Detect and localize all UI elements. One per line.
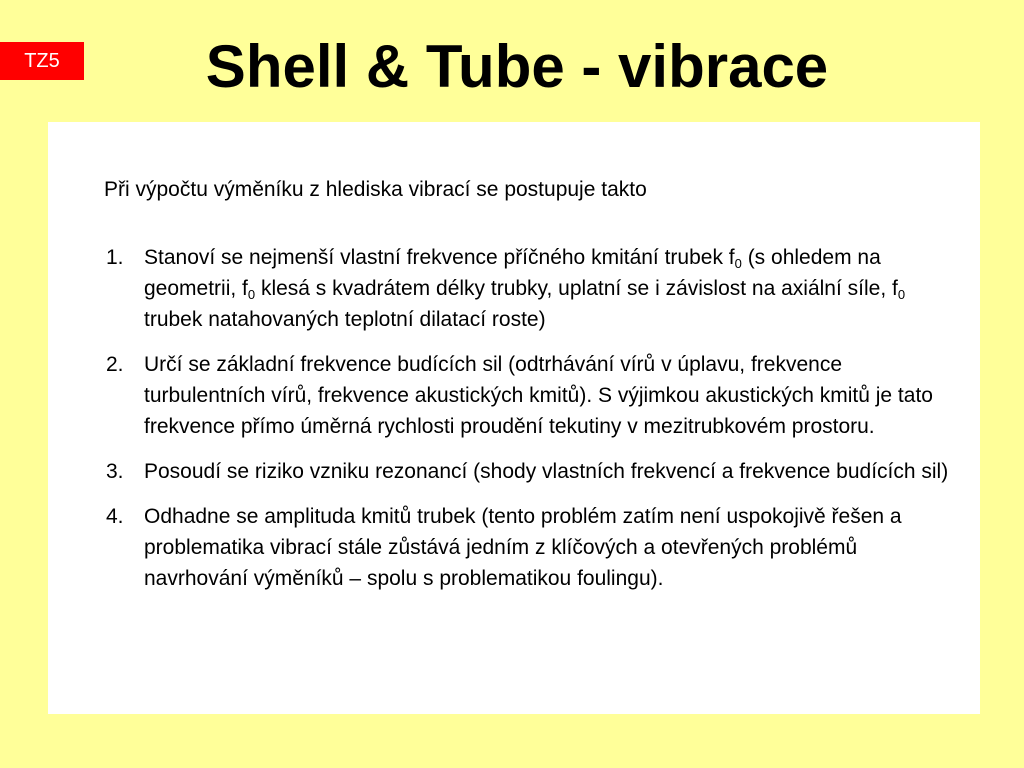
step-text-part: klesá s kvadrátem délky trubky, uplatní se i závislost na axiální síle, f — [255, 277, 898, 300]
step-number: 1. — [106, 246, 124, 269]
step-text: Určí se základní frekvence budících sil (odtrhávání vírů v úplavu, frekvence turbulentních vírů, frekvence akustických kmitů). S výjimkou akustických kmitů je tato frekvence přímo úměrná rychlosti proudění tekutiny v mezitrubkovém prostoru. — [144, 353, 933, 438]
step-item — [106, 349, 956, 442]
slide-id-badge: TZ5 — [0, 42, 84, 80]
slide-title: Shell & Tube - vibrace — [205, 33, 829, 100]
subscript-zero: 0 — [247, 287, 256, 302]
step-number: 3. — [106, 460, 124, 483]
content-panel — [48, 122, 980, 714]
step-text: Posoudí se riziko vzniku rezonancí (shody vlastních frekvencí a frekvence budících sil) — [144, 460, 949, 483]
step-item — [106, 242, 956, 335]
step-number: 4. — [106, 505, 124, 528]
subscript-zero: 0 — [734, 256, 742, 271]
step-text-part: (s ohledem na geometrii, f — [144, 246, 881, 300]
step-item — [106, 456, 956, 487]
intro-text: Při výpočtu výměníku z hlediska vibrací se postupuje takto — [104, 178, 647, 201]
step-text-part: trubek natahovaných teplotní dilatací roste) — [144, 308, 546, 331]
steps-list — [106, 242, 956, 608]
step-number: 2. — [106, 353, 124, 376]
subscript-zero: 0 — [897, 287, 906, 302]
step-text: Odhadne se amplituda kmitů trubek (tento problém zatím není uspokojivě řešen a problematika vibrací stále zůstává jedním z klíčových a otevřených problémů navrhování výměníků – spolu s problematikou foulingu). — [144, 505, 902, 590]
step-item — [106, 501, 956, 594]
step-text-part: Stanoví se nejmenší vlastní frekvence příčného kmitání trubek f — [144, 246, 735, 269]
